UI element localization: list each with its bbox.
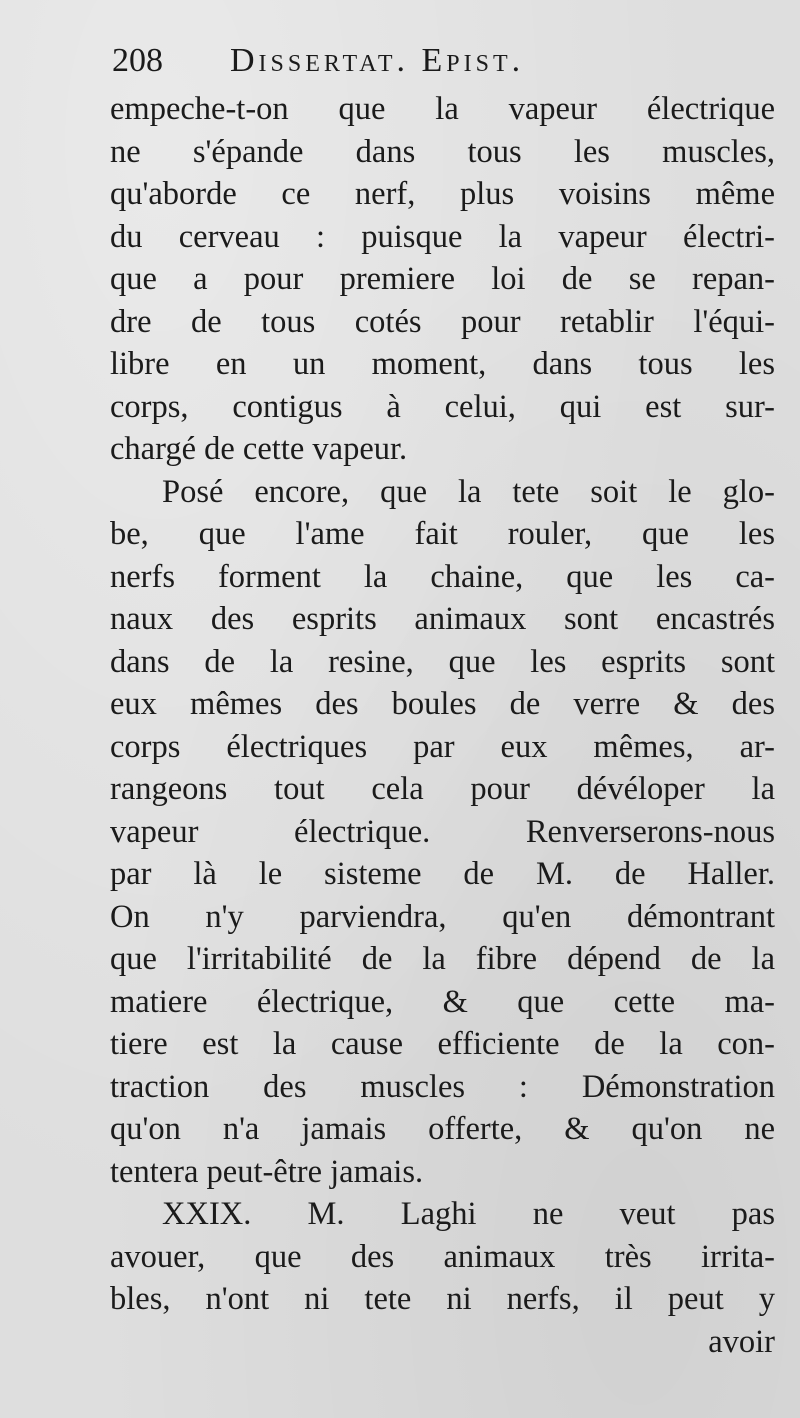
text-line: libre en un moment, dans tous les xyxy=(110,346,775,382)
text-line: par là le sisteme de M. de Haller. xyxy=(110,856,775,892)
text-line: tentera peut-être jamais. xyxy=(110,1153,424,1190)
text-line: avouer, que des animaux très irrita- xyxy=(110,1238,775,1275)
catchword: avoir xyxy=(708,1323,775,1360)
page-number: 208 xyxy=(112,42,163,79)
text-line: qu'on n'a jamais offerte, & qu'on ne xyxy=(110,1111,775,1147)
text-line: chargé de cette vapeur. xyxy=(110,431,408,467)
page-header xyxy=(112,40,752,90)
text-line: que l'irritabilité de la fibre dépend de la xyxy=(110,941,775,977)
text-line: dans de la resine, que les esprits sont xyxy=(110,643,775,680)
text-line: que a pour premiere loi de se repan- xyxy=(110,261,775,297)
text-line: rangeons tout cela pour dévéloper la xyxy=(110,771,775,807)
text-line: On n'y parviendra, qu'en démontrant xyxy=(110,898,775,935)
body-text xyxy=(110,88,775,1363)
text-line: Posé encore, que la tete soit le glo- xyxy=(162,473,775,510)
text-line: naux des esprits animaux sont encastrés xyxy=(110,601,775,637)
text-line: corps, contigus à celui, qui est sur- xyxy=(110,388,775,425)
text-line: eux mêmes des boules de verre & des xyxy=(110,686,775,722)
text-line: ne s'épande dans tous les muscles, xyxy=(110,133,775,170)
text-line: bles, n'ont ni tete ni nerfs, il peut y xyxy=(110,1281,775,1317)
text-line: traction des muscles : Démonstration xyxy=(110,1068,775,1105)
text-line: du cerveau : puisque la vapeur électri- xyxy=(110,218,775,255)
text-line: corps électriques par eux mêmes, ar- xyxy=(110,728,775,765)
text-line: qu'aborde ce nerf, plus voisins même xyxy=(110,176,775,212)
text-line: dre de tous cotés pour retablir l'équi- xyxy=(110,303,775,340)
paragraph xyxy=(110,88,775,471)
paragraph xyxy=(110,471,775,1194)
text-line: XXIX. M. Laghi ne veut pas xyxy=(162,1196,775,1232)
text-line: empeche-t-on que la vapeur électrique xyxy=(110,91,775,127)
paragraph xyxy=(110,1193,775,1321)
text-line: vapeur électrique. Renverserons-nous xyxy=(110,813,775,850)
text-line: be, que l'ame fait rouler, que les xyxy=(110,516,775,552)
running-title: Dissertat. Epist. xyxy=(230,42,525,79)
text-line: matiere électrique, & que cette ma- xyxy=(110,983,775,1020)
text-line: tiere est la cause efficiente de la con- xyxy=(110,1026,775,1062)
text-line: nerfs forment la chaine, que les ca- xyxy=(110,558,775,595)
